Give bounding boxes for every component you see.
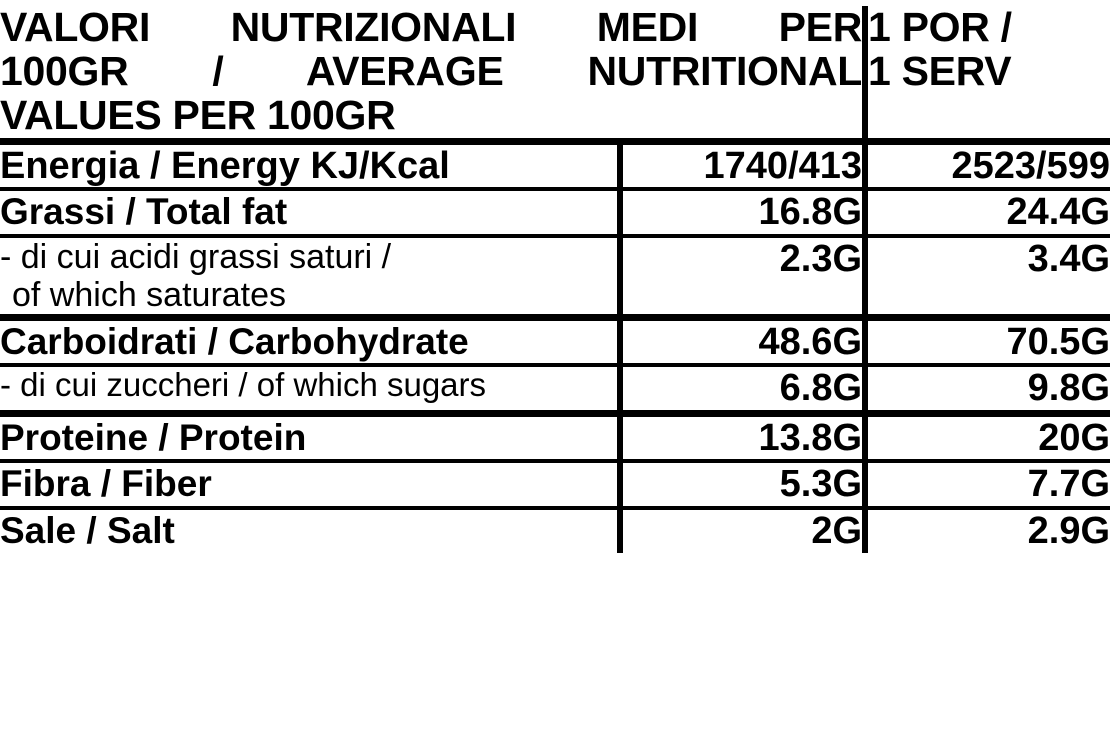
table-row (0, 413, 1110, 461)
header-title-line-2: 100GR / AVERAGE NUTRITIONAL (0, 47, 863, 94)
row-label-protein: Proteine / Protein (0, 413, 620, 461)
row-label-fiber: Fibra / Fiber (0, 461, 620, 508)
row-value-perserving-protein: 20G (865, 413, 1110, 461)
table-row (0, 365, 1110, 413)
row-value-perserving-fiber: 7.7G (865, 461, 1110, 508)
header-serving-cell (865, 6, 1110, 141)
row-value-per100g-fiber: 5.3G (620, 461, 865, 508)
row-label-energy: Energia / Energy KJ/Kcal (0, 141, 620, 189)
row-value-perserving-sugars: 9.8G (865, 365, 1110, 413)
table-row (0, 461, 1110, 508)
table-row (0, 508, 1110, 553)
header-title-line-3: VALUES PER 100GR (0, 91, 396, 138)
row-label-carbohydrate: Carboidrati / Carbohydrate (0, 317, 620, 365)
header-title-cell (0, 6, 865, 141)
row-value-perserving-salt: 2.9G (1027, 510, 1110, 553)
table-row (0, 317, 1110, 365)
row-value-per100g-saturates: 2.3G (620, 236, 865, 318)
row-value-per100g-sugars: 6.8G (620, 365, 865, 413)
row-label-sugars: - di cui zuccheri / of which sugars (0, 365, 620, 413)
row-label-saturates: - di cui acidi grassi saturi / of which saturates (0, 236, 620, 318)
table-row (0, 189, 1110, 236)
row-value-per100g-energy: 1740/413 (620, 141, 865, 189)
row-value-perserving-energy: 2523/599 (865, 141, 1110, 189)
row-label-salt: Sale / Salt (0, 508, 620, 553)
table-row (0, 236, 1110, 318)
table-header-row (0, 6, 1110, 141)
row-label-total-fat: Grassi / Total fat (0, 189, 620, 236)
row-value-perserving-saturates: 3.4G (865, 236, 1110, 318)
row-value-per100g-total-fat: 16.8G (620, 189, 865, 236)
header-serving-line-1: 1 POR / (868, 4, 1012, 50)
header-serving-line-2: 1 SERV (868, 47, 1012, 94)
nutrition-table (0, 6, 1110, 553)
table-row (0, 141, 1110, 189)
row-value-per100g-protein: 13.8G (620, 413, 865, 461)
header-title-line-1: VALORI NUTRIZIONALI MEDI PER (0, 4, 863, 50)
row-value-perserving-total-fat: 24.4G (865, 189, 1110, 236)
row-label-saturates-line2: of which saturates (12, 275, 287, 314)
row-value-perserving-carbohydrate: 70.5G (865, 317, 1110, 365)
row-value-per100g-carbohydrate: 48.6G (620, 317, 865, 365)
row-value-per100g-salt: 2G (620, 508, 865, 553)
